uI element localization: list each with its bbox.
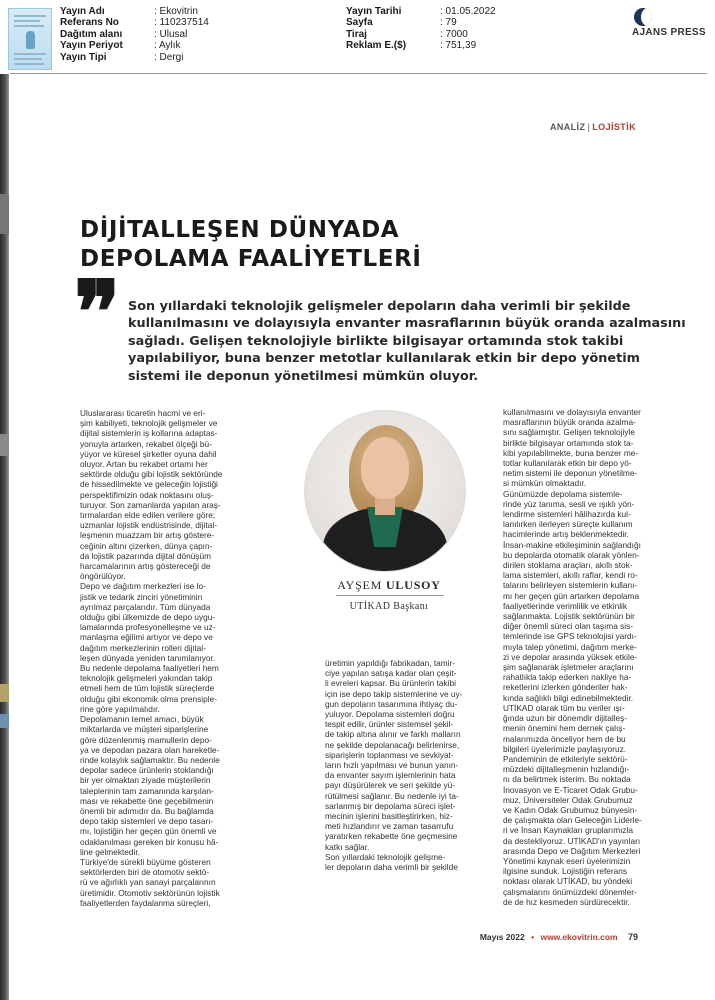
body-line: uzmanlar lojistik endüstrisinde, dijital- <box>80 520 217 531</box>
body-line: ve Kadın Odak Grubumuz bünyesin- <box>503 804 638 815</box>
body-line: lendirme sistemleri hâlihazırda kul- <box>503 509 631 520</box>
body-line: ciye yapılan satışa kadar olan çeşit- <box>325 668 457 679</box>
body-line: katkı sağlar. <box>325 841 370 852</box>
metadata-row <box>60 52 209 63</box>
body-column-1 <box>80 408 242 908</box>
body-line: payı düşürülerek ve seri şekilde yü- <box>325 780 456 791</box>
body-line: bilgileri üyelerimizle paylaşıyoruz. <box>503 743 627 754</box>
section-label <box>550 122 636 132</box>
metadata-value: : 01.05.2022 <box>440 6 496 17</box>
metadata-row <box>346 40 496 51</box>
body-line: yüyor ve küresel şirketler oyuna dahil <box>80 448 217 459</box>
body-line: leşen dünyada yeniden tanımlanıyor. <box>80 652 216 663</box>
body-line: olduğu gibi ekonomik olma prensiple- <box>80 693 217 704</box>
body-line: yuluyor. Depolama sistemleri doğru <box>325 709 455 720</box>
header-divider <box>10 73 707 74</box>
body-line: şim sağlanarak işletmeler araçlarını <box>503 662 634 673</box>
body-line: leşmenin muazzam bir artış göstere- <box>80 530 215 541</box>
logo-text: AJANS PRESS <box>632 27 706 38</box>
lead-line: sistemi ile deponun yönetilmesi mümkün oluyor. <box>128 368 479 384</box>
metadata-row <box>346 29 496 40</box>
body-line: taleplerinin tam zamanında karşılan- <box>80 785 214 796</box>
body-line: da destekliyoruz. UTİKAD'ın yayınları <box>503 835 641 846</box>
body-line: ler depoların daha verimli bir şekilde <box>325 862 458 873</box>
metadata-value: : Dergi <box>154 51 184 63</box>
caption-divider <box>336 595 444 596</box>
metadata-key: Yayın Tipi <box>60 51 107 63</box>
body-line: dağıtım merkezlerinin rolleri dijital- <box>80 642 206 653</box>
body-line: dirilen stoklama araçları, akıllı stok- <box>503 560 633 571</box>
clipping-header <box>0 0 715 78</box>
body-line: rinde yüz tanıma, sesli ve ışıklı yön- <box>503 498 635 509</box>
metadata-key: Referans No <box>60 17 119 29</box>
body-line: sektörlerden biri de otomotiv sektö- <box>80 867 210 878</box>
body-line: mı, lojistiğin her geçen gün önemli ve <box>80 826 217 837</box>
body-line: bir yer olmaktan ziyade müşterilerin <box>80 775 211 786</box>
body-line: li evreleri kapsar. Bu ürünlerin takibi <box>325 678 456 689</box>
body-line: depo takip sistemleri ve depo tasarı- <box>80 816 214 827</box>
body-line: ya ve depodan pazara olan hareketle- <box>80 744 220 755</box>
body-line: miktarlarda ve müşteri siparişlerine <box>80 724 209 735</box>
body-line: etmeli hem de tüm lojistik süreçlerde <box>80 683 215 694</box>
metadata-value: : Aylık <box>154 40 181 52</box>
body-line: gun depoların tasarımına ihtiyaç du- <box>325 698 458 709</box>
footer-bullet: • <box>531 932 535 942</box>
metadata-value: : 79 <box>440 17 457 29</box>
body-line: talarını belirleyen sistemlerin kullanı- <box>503 580 638 591</box>
metadata-left <box>60 6 209 63</box>
lead-line: kullanılmasını ve dolayısıyla envanter masraflarının büyük oranda azalmasını <box>128 316 686 332</box>
lead-line: yapılabiliyor, buna benzer metotlar kullanılarak etkin bir depo yönetim <box>128 351 640 367</box>
title-line: DİJİTALLEŞEN DÜNYADA <box>80 217 400 243</box>
body-line: kullanılmasını ve dolayısıyla envanter <box>503 407 641 417</box>
body-line: si mümkün olmaktadır. <box>503 478 586 489</box>
body-line: kında sağlıklı bilgi edinebilmektedir. <box>503 692 634 703</box>
body-line: oluyor. Artan bu rekabet ortamı her <box>80 459 208 470</box>
body-line: Depolamanın temel amacı, büyük <box>80 714 204 725</box>
metadata-key: Yayın Periyot <box>60 40 123 52</box>
metadata-right <box>346 6 496 52</box>
body-line: İnsan-makine etkileşiminin sağlandığı <box>503 539 641 550</box>
author-name <box>314 578 464 593</box>
metadata-value: : Ulusal <box>154 28 188 40</box>
body-line: ması ve rekabette öne geçebilmenin <box>80 795 214 806</box>
body-line: hacimlerinde artış beklenmektedir. <box>503 529 629 540</box>
body-line: line gelmektedir. <box>80 846 140 857</box>
body-line: da envanter sayım işlemlerinin hata <box>325 770 456 781</box>
body-line: rine göre yapılmalıdır. <box>80 703 160 714</box>
body-line: tırmalardan elde edilen verilere göre; <box>80 510 216 521</box>
metadata-row <box>60 29 209 40</box>
body-line: muz, Üniversiteler Odak Grubumuz <box>503 794 633 805</box>
page-footer <box>480 932 638 942</box>
body-line: de takip altına alınır ve farklı malların <box>325 729 461 740</box>
body-line: diğer önemli süreci olan taşıma sis- <box>503 621 634 632</box>
section-lojistik: LOJİSTİK <box>592 122 636 132</box>
body-line: İnovasyon ve E-Ticaret Odak Grubu- <box>503 784 638 795</box>
body-line: da lojistik pazarında dijital dönüşüm <box>80 550 211 561</box>
body-line: Pandeminin de etkileriyle sektörü- <box>503 753 628 764</box>
author-first-name: AYŞEM <box>337 578 383 592</box>
body-line: dijital sistemlerin iş kollarına adaptas- <box>80 428 218 439</box>
body-line: siparişlerin toplanması ve sevkiyat- <box>325 749 454 760</box>
section-analiz: ANALİZ <box>549 122 586 132</box>
body-line: turuyor. Son zamanlarda yapılan araş- <box>80 499 221 510</box>
metadata-row <box>60 6 209 17</box>
footer-url[interactable]: www.ekovitrin.com <box>540 932 618 942</box>
author-role: UTİKAD Başkanı <box>349 601 429 612</box>
scan-page-edge <box>0 74 9 1000</box>
body-line: lamalarında profesyonelleşme ve uz- <box>80 622 216 633</box>
body-line: Son yıllardaki teknolojik gelişme- <box>325 851 446 862</box>
body-line: önemli bir adımıdır da. Bu bağlamda <box>80 805 214 816</box>
body-line: olduğu gibi ülkemizde de depo uygu- <box>80 612 216 623</box>
body-line: sağlanmakta. Lojistik sektörünün bir <box>503 611 635 622</box>
body-line: jistik ve tedarik zinciri yönetiminin <box>80 591 203 602</box>
article-title <box>80 216 640 274</box>
body-line: masraflarının büyük oranda azalma- <box>503 417 636 428</box>
body-line: üretimidir. Otomotiv sektörünün lojistik <box>80 887 220 898</box>
body-line: öngörülüyor. <box>80 571 126 582</box>
body-line: faaliyetlerinde verimlilik ve etkinlik <box>503 600 628 611</box>
lead-line: sağladı. Gelişen teknolojiyle birlikte bilgisayar ortamında stok takibi <box>128 333 624 349</box>
metadata-key: Dağıtım alanı <box>60 28 123 40</box>
metadata-row <box>60 40 209 51</box>
body-line: müzdeki dijitalleşmenin hızlandığı- <box>503 764 630 775</box>
body-line: faaliyetlerden faydalanma süreçleri, <box>80 897 211 908</box>
article-lead <box>128 298 688 385</box>
metadata-key: Reklam E.($) <box>346 40 407 52</box>
body-line: manlaşma eğilimi artıyor ve depo ve <box>80 632 213 643</box>
body-line: odaklanılması gereken bir konusu hâ- <box>80 836 219 847</box>
body-line: sektörde olduğu gibi lojistik sektöründe <box>80 469 223 480</box>
body-line: ri ve İnsan Kaynakları gruplarımızla <box>503 825 634 836</box>
body-line: yonuyla artarken, rekabet ölçeği bü- <box>80 438 212 449</box>
body-line: harcamalarının artış göstereceği de <box>80 561 211 572</box>
body-line: temlerinde ise GPS teknolojisi yardı- <box>503 631 637 642</box>
title-line: DEPOLAMA FAALİYETLERİ <box>80 246 422 272</box>
body-line: ne şekilde depolanacağı belirlenirse, <box>325 739 460 750</box>
body-line: rütülmesi sağlanır. Bu nedenle iyi ta- <box>325 790 459 801</box>
author-portrait <box>304 410 466 572</box>
body-line: UTİKAD olarak tüm bu veriler ışı- <box>503 702 625 713</box>
metadata-row <box>346 6 496 17</box>
metadata-value: : Ekovitrin <box>154 6 198 17</box>
body-line: Günümüzde depolama sistemle- <box>503 488 623 499</box>
body-line: Türkiye'de sürekli büyüme gösteren <box>80 856 211 867</box>
metadata-row <box>60 17 209 28</box>
body-line: arasında Depo ve Dağıtım Merkezleri <box>503 845 641 856</box>
body-line: mecinin işlerini basitleştirirken, hiz- <box>325 811 453 822</box>
body-line: noktası olarak UTİKAD, bu yöndeki <box>503 876 633 887</box>
metadata-row <box>346 17 496 28</box>
metadata-value: : 751,39 <box>440 40 477 52</box>
ajans-press-logo-icon <box>634 8 652 26</box>
body-line: ceğinin altını çizerken, dünya çapın- <box>80 540 213 551</box>
body-line: perspektifimizin odak noktasını oluş- <box>80 489 214 500</box>
body-line: Uluslararası ticaretin hacmi ve eri- <box>80 408 206 418</box>
body-line: tespit edilir, ürünler sistemsel şekil- <box>325 719 454 730</box>
body-line: yaratırken rekabette öne geçmesine <box>325 831 458 842</box>
body-line: zi ve depolar arasında yüksek etkile- <box>503 651 638 662</box>
lead-line: Son yıllardaki teknolojik gelişmeler depoların daha verimli bir şekilde <box>128 299 631 314</box>
body-line: çalışmalarını önümüzdeki dönemler- <box>503 886 637 897</box>
magazine-page <box>18 80 708 998</box>
metadata-key: Tiraj <box>346 28 367 40</box>
body-line: için ise depo takip sistemlerine ve uy- <box>325 688 463 699</box>
footer-page-number: 79 <box>627 932 638 942</box>
clipping-thumbnail[interactable] <box>8 8 52 70</box>
body-line: depolar sadece ürünlerin stoklandığı <box>80 765 214 776</box>
body-line: rinde kolaylık sağlamaktır. Bu nedenle <box>80 754 220 765</box>
body-line: lanılırken ilerleyen süreçte kullanım <box>503 519 633 530</box>
body-line: göre düzenlenmiş mamullerin depo- <box>80 734 212 745</box>
metadata-key: Yayın Tarihi <box>346 6 402 17</box>
body-line: de hissedilmekte ve geleceğin lojistiği <box>80 479 218 490</box>
body-line: ların hızlı yapılması ve bunun yanın- <box>325 760 459 771</box>
metadata-key: Yayın Adı <box>60 6 105 17</box>
body-column-3 <box>503 407 663 907</box>
body-line: menin önemini hem dernek çalış- <box>503 723 626 734</box>
body-line: ğında uzun bir dönemdir dijitalleş- <box>503 713 628 724</box>
body-line: rü ve ağırlıklı yan sanayi parçalarının <box>80 877 216 888</box>
body-line: reketlerini izlerken gönderiler hak- <box>503 682 628 693</box>
body-line: de çalışmakta olan Geleceğin Liderle- <box>503 815 642 826</box>
body-line: rahatlıkla takip ederken nakliye ha- <box>503 672 632 683</box>
body-line: sını sağlamıştır. Gelişen teknolojiyle <box>503 427 635 438</box>
body-line: ayrılmaz parçalarıdır. Tüm dünyada <box>80 601 211 612</box>
body-column-2 <box>325 658 485 872</box>
body-line: malarımızda önceliyor hem de bu <box>503 733 626 744</box>
body-line: totlar kullanılarak etkin bir depo yö- <box>503 458 632 469</box>
body-line: de de hız kesmeden sürdürecektir. <box>503 896 630 907</box>
body-line: üretimin yapıldığı fabrikadan, tamir- <box>325 658 456 668</box>
body-line: şim kabiliyeti, teknolojik gelişmeler ve <box>80 418 218 429</box>
body-line: kibi yapılabilmekte, buna benzer me- <box>503 447 639 458</box>
body-line: teknolojik gelişmeleri yakından takip <box>80 673 213 684</box>
ajans-press-logo <box>610 8 708 40</box>
body-line: nı da belirtmek isterim. Bu noktada <box>503 774 631 785</box>
body-line: netim sistemi ile deponun yönetilme- <box>503 468 638 479</box>
body-line: mı her geçen gün artarken depolama <box>503 590 640 601</box>
body-line: meti hızlandırır ve zaman tasarrufu <box>325 821 454 832</box>
author-last-name: ULUSOY <box>385 578 441 592</box>
metadata-key: Sayfa <box>346 17 373 29</box>
body-line: bu depolarda otomatik olarak yönlen- <box>503 549 640 560</box>
body-line: birlikte bilgisayar ortamında stok ta- <box>503 437 634 448</box>
body-line: sarlanmış bir depolama süreci işlet- <box>325 800 456 811</box>
body-line: mıyla talep yönetimi, dağıtım merke- <box>503 641 637 652</box>
metadata-value: : 110237514 <box>154 17 209 29</box>
body-line: Yönetimi kaynak eseri üyelerimizin <box>503 855 631 866</box>
body-line: ilgisine sunduk. Lojistiğin referans <box>503 866 628 877</box>
quote-mark-icon: ❞ <box>74 262 121 363</box>
metadata-value: : 7000 <box>440 28 468 40</box>
section-separator: | <box>587 122 591 132</box>
body-line: Depo ve dağıtım merkezleri ise lo- <box>80 581 206 592</box>
body-line: Bu nedenle depolama faaliyetleri hem <box>80 663 219 674</box>
footer-month: Mayıs 2022 <box>479 932 525 942</box>
body-line: lama sistemleri, akıllı raflar, kendi ro- <box>503 570 638 581</box>
